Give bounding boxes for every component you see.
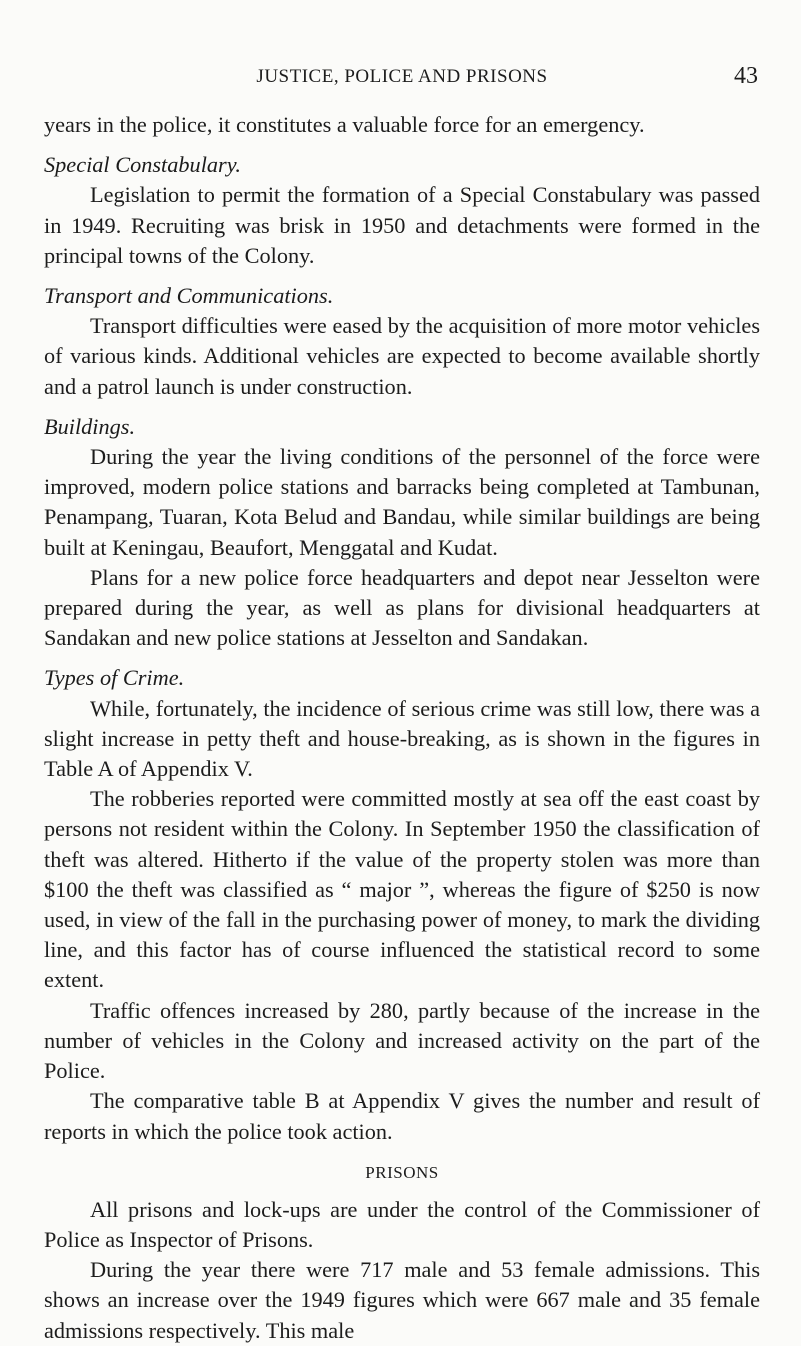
heading-special-constabulary: Special Constabulary. <box>44 152 241 178</box>
paragraph-special-constabulary: Legislation to permit the formation of a Special Constabulary was passed in 1949. Recruiting was brisk in 1950 and detachments were formed in the principal towns of the Colony. <box>44 182 760 268</box>
heading-prisons: PRISONS <box>365 1162 439 1182</box>
paragraph-prisons-2: During the year there were 717 male and 53 female admissions. This shows an increase over the 1949 figures which were 667 male and 35 female admissions respectively. This male <box>44 1257 760 1343</box>
paragraph-buildings-1: During the year the living conditions of the personnel of the force were improved, modern police stations and barracks being completed at Tambunan, Penampang, Tuaran, Kota Belud and Bandau, while similar buildings are being built at Keningau, Beaufort, Menggatal and Kudat. <box>44 444 760 560</box>
paragraph-transport: Transport difficulties were eased by the acquisition of more motor vehicles of various kinds. Additional vehicles are expected to become available shortly and a patrol launch is under construction. <box>44 313 760 399</box>
paragraph-crime-2: The robberies reported were committed mostly at sea off the east coast by persons not resident within the Colony. In September 1950 the classification of theft was altered. Hitherto if the value of the property stolen was more than $100 the theft was classified as “ major ”, whereas the figure of $250 is now used, in view of the fall in the purchasing power of money, to mark the dividing line, and this factor has of course influenced the statistical record to some extent. <box>44 786 760 993</box>
paragraph-table-b: The comparative table B at Appendix V gives the number and result of reports in which the police took action. <box>44 1088 760 1144</box>
heading-types-of-crime: Types of Crime. <box>44 665 185 691</box>
paragraph-crime-1: While, fortunately, the incidence of serious crime was still low, there was a slight increase in petty theft and house-breaking, as is shown in the figures in Table A of Appendix V. <box>44 695 760 782</box>
page-number: 43 <box>734 63 758 89</box>
paragraph-traffic: Traffic offences increased by 280, partly because of the increase in the number of vehicles in the Colony and increased activity on the part of the Police. <box>44 997 760 1084</box>
heading-buildings: Buildings. <box>44 413 136 439</box>
running-title: JUSTICE, POLICE AND PRISONS <box>256 66 548 87</box>
paragraph-emergency: years in the police, it constitutes a valuable force for an emergency. <box>44 112 645 137</box>
body-text <box>44 110 760 1346</box>
heading-transport: Transport and Communications. <box>44 283 334 309</box>
paragraph-buildings-2: Plans for a new police force headquarters and depot near Jesselton were prepared during the year, as well as plans for divisional headquarters at Sandakan and new police stations at Jesselton and Sandakan. <box>44 564 760 651</box>
running-header <box>44 63 760 92</box>
paragraph-prisons-1: All prisons and lock-ups are under the control of the Commissioner of Police as Inspector of Prisons. <box>44 1196 760 1252</box>
